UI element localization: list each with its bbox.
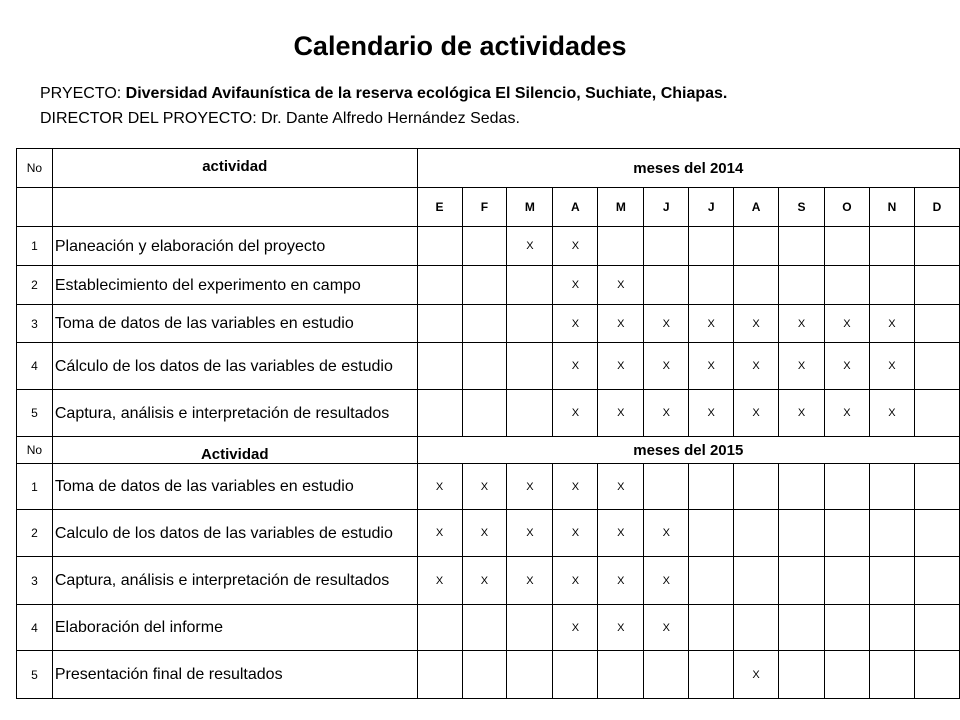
month-header-cell: N xyxy=(869,188,914,227)
month-mark-cell: X xyxy=(824,390,869,437)
month-mark-cell: X xyxy=(734,390,779,437)
month-mark-cell: X xyxy=(553,343,598,390)
page-title: Calendario de actividades xyxy=(293,31,627,61)
month-mark-cell: X xyxy=(689,390,734,437)
month-mark-cell: X xyxy=(507,510,553,557)
month-mark-cell xyxy=(869,227,914,266)
table-row xyxy=(17,510,960,557)
month-mark-cell xyxy=(914,266,959,305)
month-mark-cell xyxy=(734,227,779,266)
month-mark-cell xyxy=(507,343,553,390)
table-row xyxy=(17,343,960,390)
table-row xyxy=(17,390,960,437)
section-header-row xyxy=(17,437,960,464)
month-mark-cell xyxy=(553,651,598,699)
month-mark-cell: X xyxy=(869,305,914,343)
month-mark-cell: X xyxy=(462,464,507,510)
month-mark-cell xyxy=(734,510,779,557)
month-mark-cell xyxy=(417,227,462,266)
month-mark-cell: X xyxy=(824,343,869,390)
month-mark-cell xyxy=(644,227,689,266)
row-number: 2 xyxy=(17,266,53,305)
month-mark-cell xyxy=(462,343,507,390)
activity-cell: Cálculo de los datos de las variables de estudio xyxy=(52,343,417,390)
month-letters-row xyxy=(17,188,960,227)
table-row xyxy=(17,651,960,699)
month-mark-cell xyxy=(462,605,507,651)
month-mark-cell: X xyxy=(598,464,644,510)
no-header: No xyxy=(17,149,53,188)
month-mark-cell: X xyxy=(689,305,734,343)
table-row xyxy=(17,227,960,266)
row-number: 2 xyxy=(17,510,53,557)
month-mark-cell xyxy=(644,651,689,699)
activity-cell: Toma de datos de las variables en estudio xyxy=(52,464,417,510)
month-mark-cell xyxy=(734,605,779,651)
activity-cell: Elaboración del informe xyxy=(52,605,417,651)
row-number: 4 xyxy=(17,343,53,390)
month-mark-cell xyxy=(779,605,825,651)
row-number: 3 xyxy=(17,557,53,605)
no-header: No xyxy=(17,437,53,464)
month-mark-cell xyxy=(417,305,462,343)
month-mark-cell xyxy=(598,227,644,266)
month-mark-cell xyxy=(869,266,914,305)
month-mark-cell xyxy=(644,266,689,305)
table-body xyxy=(17,149,960,699)
month-header-cell: J xyxy=(689,188,734,227)
month-mark-cell: X xyxy=(598,510,644,557)
empty-cell xyxy=(52,188,417,227)
month-mark-cell xyxy=(734,557,779,605)
month-mark-cell xyxy=(824,605,869,651)
month-mark-cell: X xyxy=(734,305,779,343)
month-mark-cell xyxy=(914,510,959,557)
month-mark-cell xyxy=(824,510,869,557)
month-mark-cell: X xyxy=(417,510,462,557)
month-mark-cell: X xyxy=(553,266,598,305)
month-mark-cell xyxy=(598,651,644,699)
month-mark-cell xyxy=(689,510,734,557)
month-mark-cell xyxy=(914,464,959,510)
month-mark-cell xyxy=(462,266,507,305)
section-header-row xyxy=(17,149,960,188)
table-row xyxy=(17,305,960,343)
activity-cell: Presentación final de resultados xyxy=(52,651,417,699)
month-mark-cell xyxy=(779,464,825,510)
month-mark-cell xyxy=(417,343,462,390)
activity-cell: Planeación y elaboración del proyecto xyxy=(52,227,417,266)
month-mark-cell xyxy=(689,464,734,510)
month-mark-cell xyxy=(417,390,462,437)
month-mark-cell: X xyxy=(553,510,598,557)
activity-calendar-table xyxy=(16,148,960,699)
row-number: 1 xyxy=(17,227,53,266)
month-mark-cell xyxy=(914,305,959,343)
table-row xyxy=(17,557,960,605)
month-mark-cell xyxy=(914,390,959,437)
month-mark-cell xyxy=(869,557,914,605)
month-mark-cell xyxy=(689,557,734,605)
activity-cell: Establecimiento del experimento en campo xyxy=(52,266,417,305)
activity-header: actividad xyxy=(52,149,417,188)
row-number: 4 xyxy=(17,605,53,651)
month-mark-cell xyxy=(507,266,553,305)
month-mark-cell xyxy=(914,557,959,605)
month-mark-cell: X xyxy=(824,305,869,343)
month-mark-cell xyxy=(644,464,689,510)
month-mark-cell: X xyxy=(869,390,914,437)
month-mark-cell: X xyxy=(417,464,462,510)
month-mark-cell xyxy=(507,390,553,437)
month-mark-cell xyxy=(417,651,462,699)
month-mark-cell: X xyxy=(598,343,644,390)
row-number: 5 xyxy=(17,390,53,437)
director-line: DIRECTOR DEL PROYECTO: Dr. Dante Alfredo Hernández Sedas. xyxy=(40,110,520,127)
month-mark-cell: X xyxy=(644,305,689,343)
month-mark-cell xyxy=(734,266,779,305)
month-mark-cell xyxy=(462,651,507,699)
month-mark-cell xyxy=(734,464,779,510)
project-name: Diversidad Avifaunística de la reserva ecológica El Silencio, Suchiate, Chiapas. xyxy=(125,85,728,102)
month-mark-cell: X xyxy=(734,651,779,699)
table-row xyxy=(17,464,960,510)
month-mark-cell xyxy=(689,651,734,699)
month-mark-cell xyxy=(869,605,914,651)
month-mark-cell xyxy=(779,266,825,305)
month-header-cell: E xyxy=(417,188,462,227)
table-row xyxy=(17,266,960,305)
activity-cell: Captura, análisis e interpretación de resultados xyxy=(52,390,417,437)
month-mark-cell: X xyxy=(553,305,598,343)
month-mark-cell: X xyxy=(734,343,779,390)
month-mark-cell xyxy=(462,227,507,266)
row-number: 5 xyxy=(17,651,53,699)
month-header-cell: A xyxy=(553,188,598,227)
activity-cell: Calculo de los datos de las variables de estudio xyxy=(52,510,417,557)
month-mark-cell: X xyxy=(417,557,462,605)
activity-header: Actividad xyxy=(52,437,417,464)
month-mark-cell: X xyxy=(553,464,598,510)
month-mark-cell: X xyxy=(598,305,644,343)
month-mark-cell xyxy=(869,651,914,699)
month-mark-cell xyxy=(779,651,825,699)
project-line xyxy=(40,85,727,103)
month-header-cell: D xyxy=(914,188,959,227)
month-mark-cell xyxy=(869,464,914,510)
month-header-cell: A xyxy=(734,188,779,227)
month-header-cell: S xyxy=(779,188,825,227)
month-mark-cell xyxy=(779,510,825,557)
month-mark-cell: X xyxy=(644,343,689,390)
month-mark-cell xyxy=(462,305,507,343)
month-header-cell: J xyxy=(644,188,689,227)
month-mark-cell: X xyxy=(598,266,644,305)
month-mark-cell xyxy=(914,651,959,699)
months-header: meses del 2015 xyxy=(417,437,959,464)
month-mark-cell xyxy=(417,266,462,305)
table-row xyxy=(17,605,960,651)
month-header-cell: M xyxy=(598,188,644,227)
month-mark-cell xyxy=(869,510,914,557)
month-mark-cell xyxy=(689,266,734,305)
month-mark-cell xyxy=(507,651,553,699)
row-number: 3 xyxy=(17,305,53,343)
month-header-cell: F xyxy=(462,188,507,227)
month-mark-cell: X xyxy=(644,557,689,605)
month-mark-cell xyxy=(824,266,869,305)
month-mark-cell: X xyxy=(869,343,914,390)
month-mark-cell xyxy=(507,605,553,651)
month-mark-cell xyxy=(914,227,959,266)
month-mark-cell: X xyxy=(644,510,689,557)
project-label: PRYECTO: xyxy=(40,85,126,102)
month-mark-cell: X xyxy=(553,390,598,437)
month-mark-cell: X xyxy=(779,390,825,437)
month-mark-cell: X xyxy=(462,510,507,557)
month-mark-cell: X xyxy=(507,464,553,510)
activity-cell: Toma de datos de las variables en estudio xyxy=(52,305,417,343)
month-mark-cell xyxy=(417,605,462,651)
month-mark-cell: X xyxy=(553,557,598,605)
month-mark-cell: X xyxy=(507,557,553,605)
month-header-cell: O xyxy=(824,188,869,227)
month-mark-cell: X xyxy=(598,390,644,437)
month-header-cell: M xyxy=(507,188,553,227)
month-mark-cell xyxy=(689,227,734,266)
month-mark-cell: X xyxy=(644,390,689,437)
month-mark-cell: X xyxy=(644,605,689,651)
month-mark-cell xyxy=(779,557,825,605)
month-mark-cell: X xyxy=(598,557,644,605)
month-mark-cell: X xyxy=(462,557,507,605)
month-mark-cell: X xyxy=(507,227,553,266)
month-mark-cell xyxy=(824,557,869,605)
month-mark-cell xyxy=(507,305,553,343)
month-mark-cell xyxy=(824,227,869,266)
month-mark-cell xyxy=(824,464,869,510)
month-mark-cell xyxy=(914,343,959,390)
month-mark-cell: X xyxy=(779,305,825,343)
month-mark-cell: X xyxy=(598,605,644,651)
month-mark-cell: X xyxy=(553,605,598,651)
empty-cell xyxy=(17,188,53,227)
month-mark-cell xyxy=(689,605,734,651)
month-mark-cell xyxy=(914,605,959,651)
month-mark-cell xyxy=(824,651,869,699)
month-mark-cell xyxy=(779,227,825,266)
months-header: meses del 2014 xyxy=(417,149,959,188)
month-mark-cell xyxy=(462,390,507,437)
activity-cell: Captura, análisis e interpretación de resultados xyxy=(52,557,417,605)
month-mark-cell: X xyxy=(779,343,825,390)
month-mark-cell: X xyxy=(553,227,598,266)
row-number: 1 xyxy=(17,464,53,510)
month-mark-cell: X xyxy=(689,343,734,390)
